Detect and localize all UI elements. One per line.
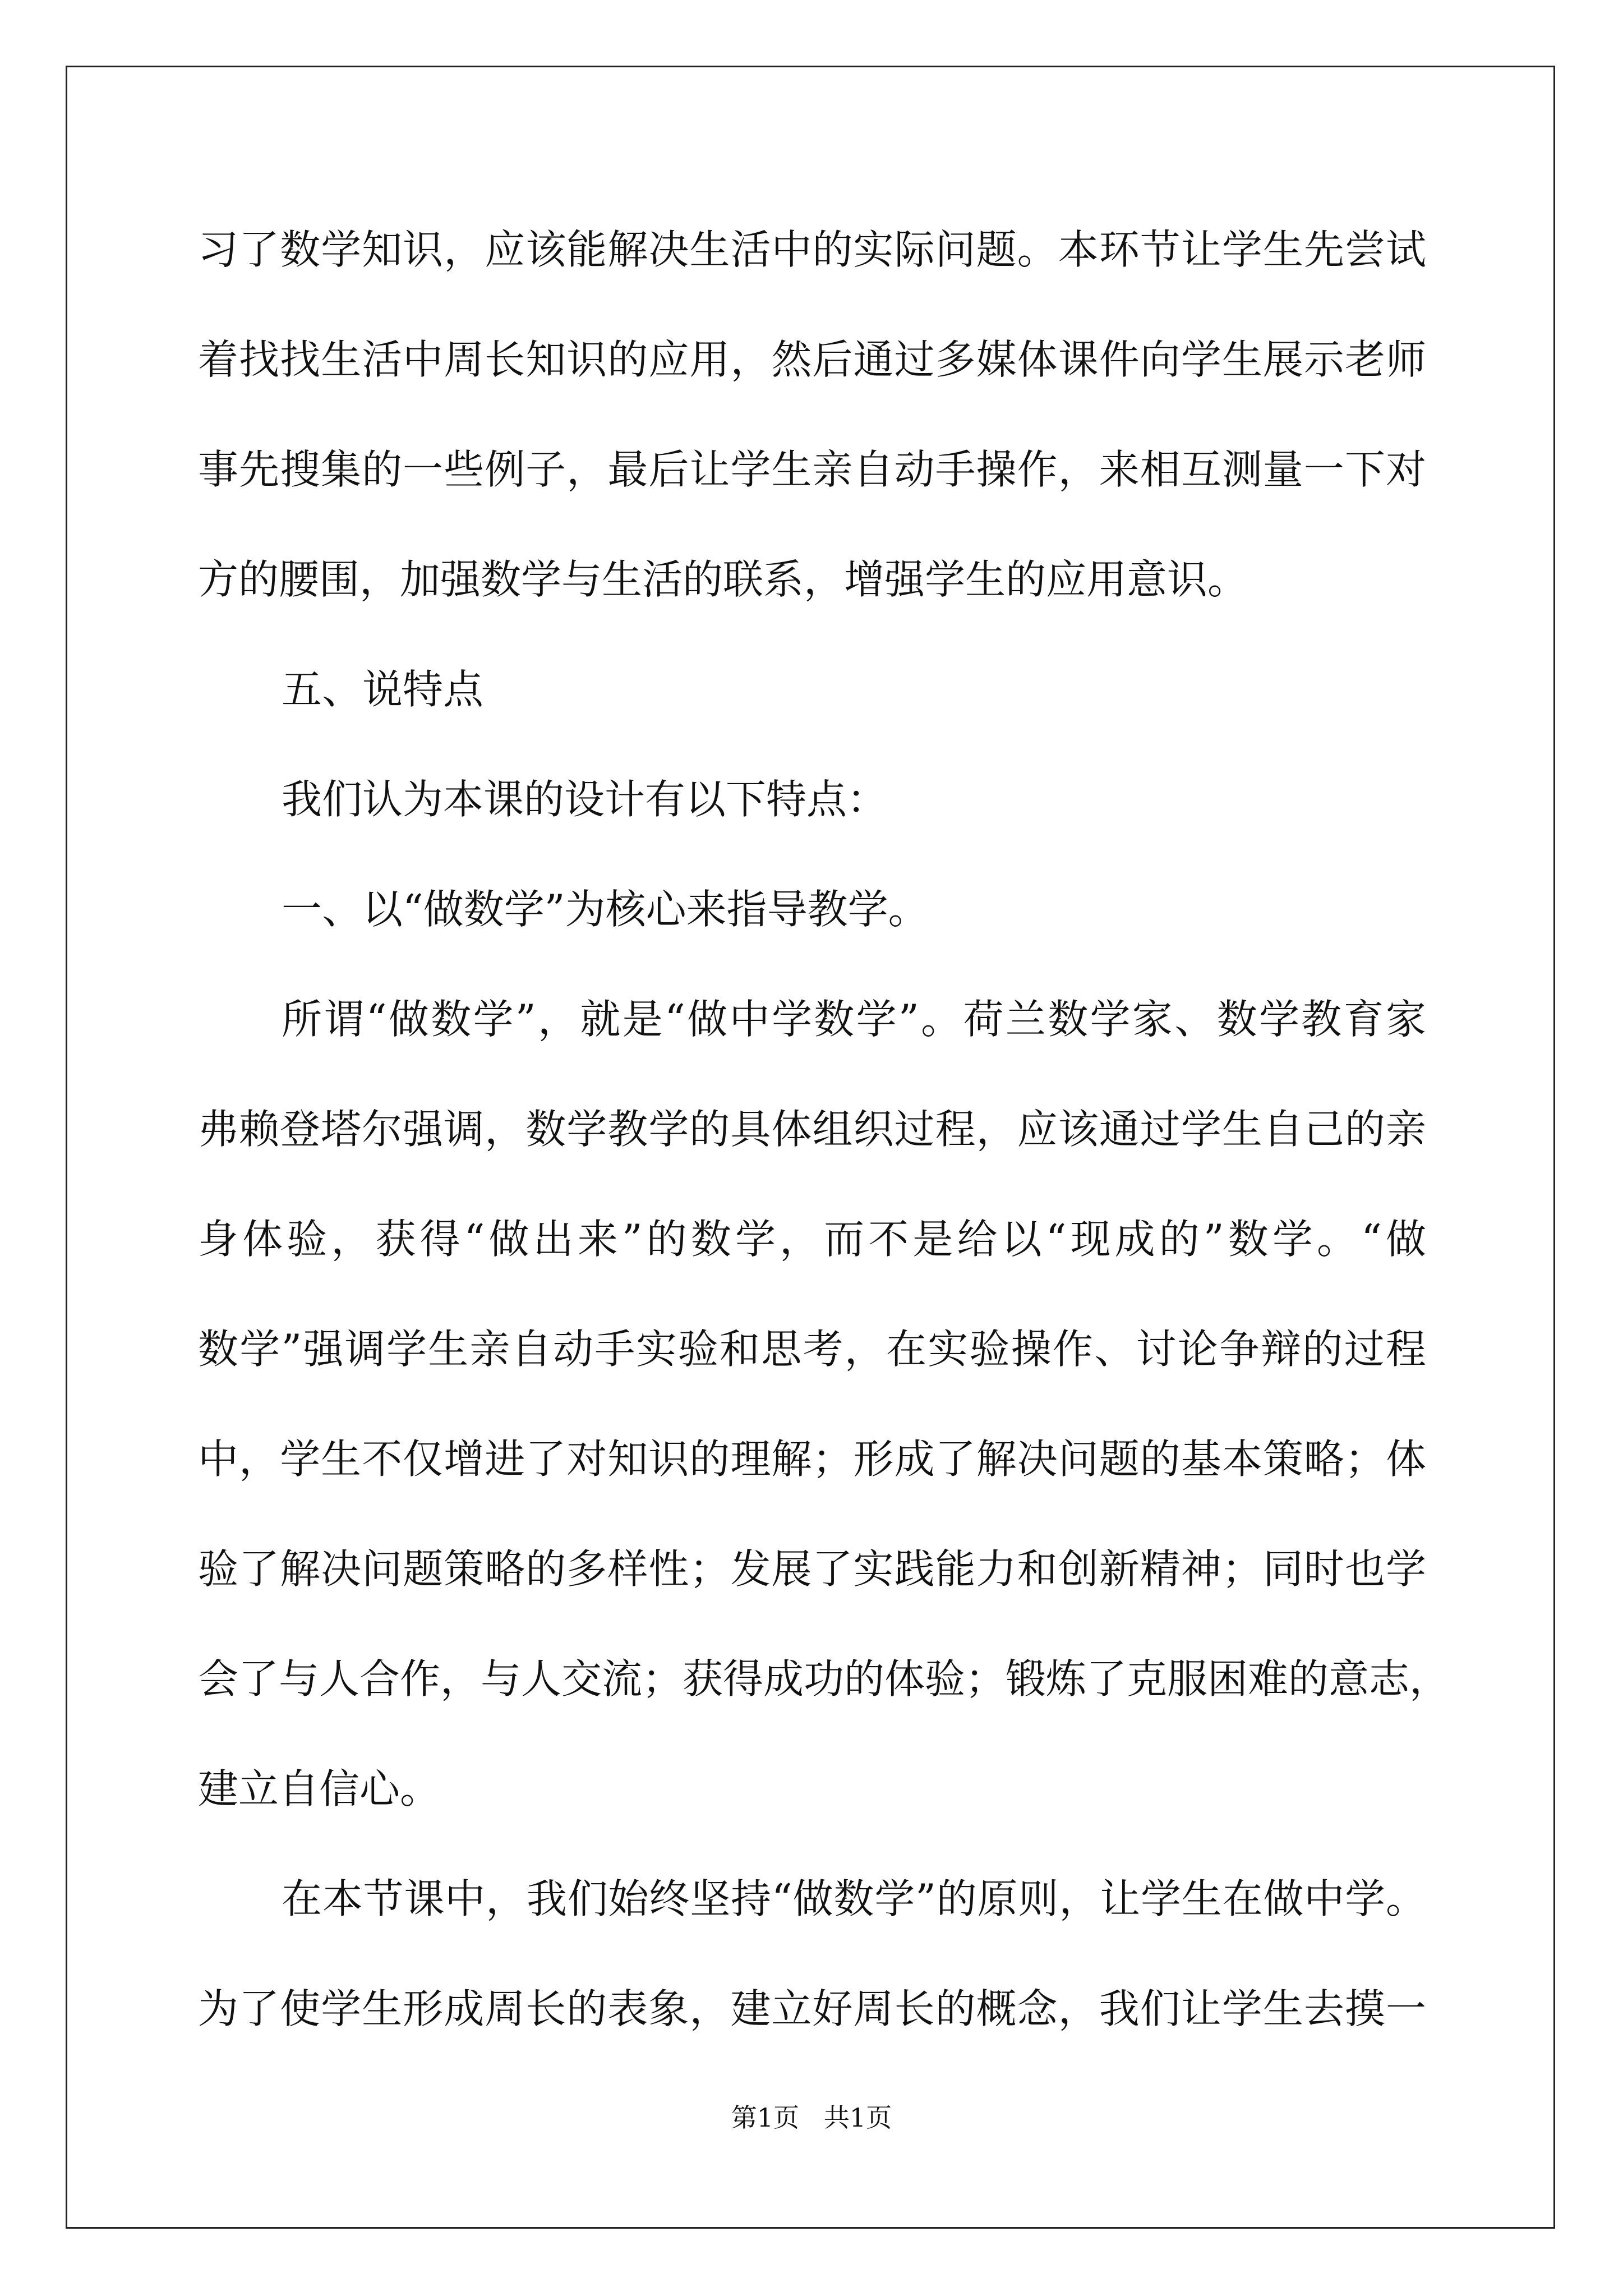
- text-line: 弗赖登塔尔强调，数学教学的具体组织过程，应该通过学生自己的亲: [198, 1106, 1426, 1153]
- text-line: 数学”强调学生亲自动手实验和思考，在实验操作、讨论争辩的过程: [198, 1326, 1426, 1373]
- section-heading: 五、说特点: [282, 666, 484, 713]
- text-line: 会了与人合作，与人交流；获得成功的体验；锻炼了克服困难的意志，: [198, 1655, 1450, 1703]
- text-line: 中，学生不仅增进了对知识的理解；形成了解决问题的基本策略；体: [198, 1435, 1426, 1483]
- text-line: 事先搜集的一些例子，最后让学生亲自动手操作，来相互测量一下对: [198, 446, 1426, 493]
- document-body: [198, 219, 1450, 2088]
- page-number: 第1页 共1页: [731, 2102, 892, 2133]
- text-line: 我们认为本课的设计有以下特点：: [282, 776, 888, 823]
- page-footer: [0, 2101, 1623, 2134]
- text-line: 验了解决问题策略的多样性；发展了实践能力和创新精神；同时也学: [198, 1545, 1426, 1593]
- text-line: 在本节课中，我们始终坚持“做数学”的原则，让学生在做中学。: [282, 1875, 1426, 1922]
- text-line: 习了数学知识，应该能解决生活中的实际问题。本环节让学生先尝试: [198, 226, 1426, 273]
- text-line: 着找找生活中周长知识的应用，然后通过多媒体课件向学生展示老师: [198, 336, 1426, 383]
- text-line: 建立自信心。: [198, 1765, 441, 1812]
- text-line: 为了使学生形成周长的表象，建立好周长的概念，我们让学生去摸一: [198, 1985, 1426, 2032]
- text-line: 所谓“做数学”，就是“做中学数学”。荷兰数学家、数学教育家: [282, 996, 1426, 1043]
- text-line: 方的腰围，加强数学与生活的联系，增强学生的应用意识。: [198, 556, 1248, 603]
- text-line: 身体验，获得“做出来”的数学，而不是给以“现成的”数学。“做: [198, 1216, 1426, 1263]
- subsection-heading: 一、以“做数学”为核心来指导教学。: [282, 886, 929, 933]
